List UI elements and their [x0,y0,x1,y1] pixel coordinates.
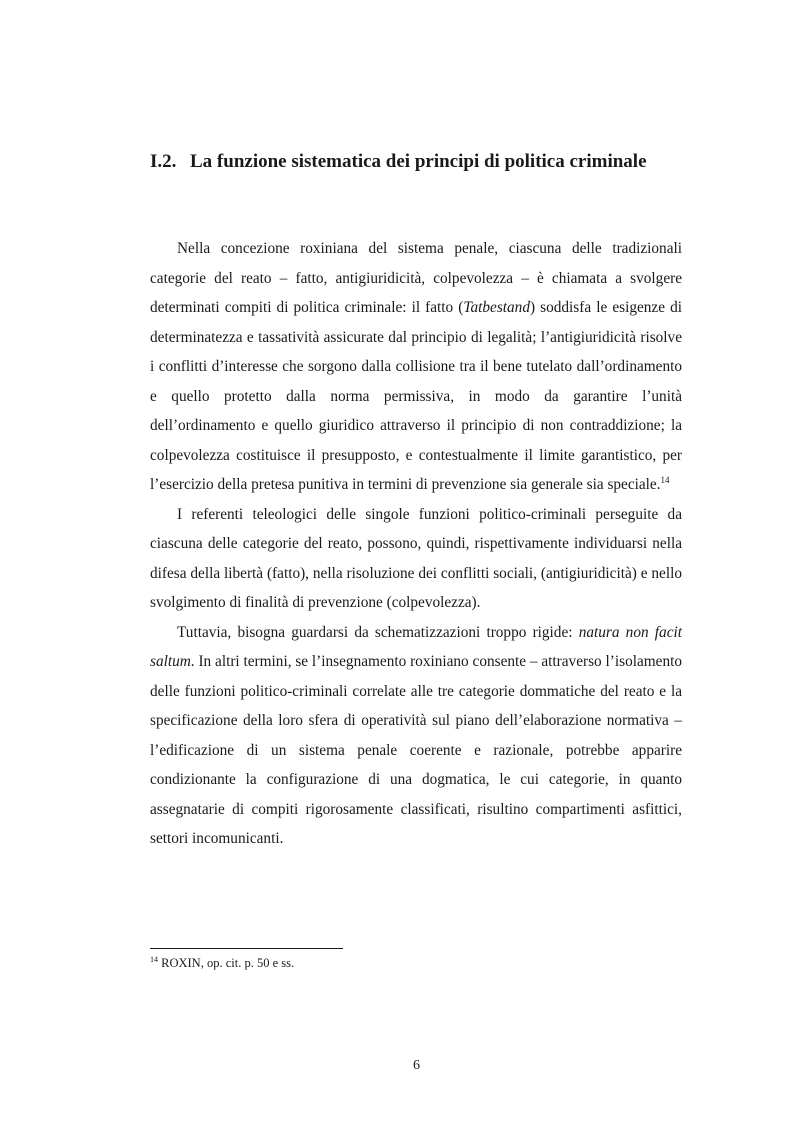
footnote [150,955,294,971]
paragraph-3-text-a: Tuttavia, bisogna guardarsi da schematizzazioni troppo rigide: [177,623,579,641]
footnote-text: ROXIN, op. cit. p. 50 e ss. [158,956,295,970]
section-number: I.2. [150,151,177,172]
paragraph-1-text-a: Nella concezione roxiniana del sistema penale, ciascuna delle tradizionali categorie del reato – fatto, antigiuridicità, colpevolezza – è chiamata a svolgere determinati compiti di politica criminale: il fatto ( [150,240,682,316]
paragraph-2: I referenti teleologici delle singole funzioni politico-criminali perseguite da ciascuna delle categorie del reato, possono, quindi, rispettivamente individuarsi nella difesa della libertà (fatto), nella risoluzione dei conflitti sociali, (antigiuridicità) e nello svolgimento di finalità di prevenzione (colpevolezza). [150,505,682,611]
section-heading [150,150,710,174]
paragraph-1-text-b: ) soddisfa le esigenze di determinatezza e tassatività assicurate dal principio di legalità; l’antigiuridicità risolve i conflitti d’interesse che sorgono dalla collisione tra il bene tutelato dall’ordinamento e quello protetto dalla norma permissiva, in modo da garantire l’unità dell’ordinamento e quello giuridico attraverso il principio di non contraddizione; la colpevolezza costituisce il presupposto, e contestualmente il limite garantistico, per l’esercizio della pretesa punitiva in termini di prevenzione sia generale sia speciale. [150,299,682,493]
paragraph-3-text-b: . In altri termini, se l’insegnamento roxiniano consente – attraverso l’isolamento delle funzioni politico-criminali correlate alle tre categorie dommatiche del reato e la specificazione della loro sfera di operatività sul piano dell’elaborazione normativa – l’edificazione di un sistema penale coerente e razionale, potrebbe apparire condizionante la configurazione di una dogmatica, le cui categorie, in quanto assegnatarie di compiti rigorosamente classificati, risultino compartimenti asfittici, settori incomunicanti. [150,653,682,847]
footnote-reference[interactable]: 14 [660,475,670,485]
footnote-number: 14 [150,955,158,964]
body-text [150,234,682,854]
footnote-divider [150,948,343,949]
paragraph-3 [150,618,682,854]
term-tatbestand: Tatbestand [463,299,530,316]
paragraph-1 [150,234,682,500]
latin-phrase: natura non facit saltum [150,623,682,670]
page-number: 6 [413,1058,420,1073]
section-title: La funzione sistematica dei principi di politica criminale [190,151,647,172]
